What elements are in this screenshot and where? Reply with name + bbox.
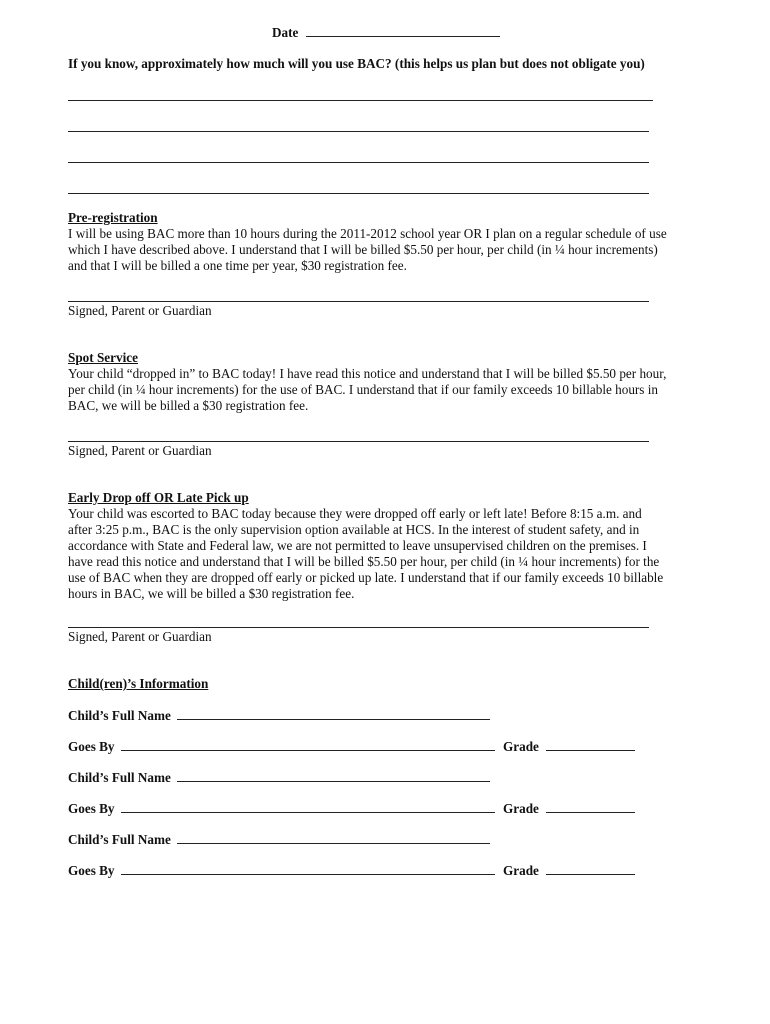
goes-by-row	[68, 800, 495, 817]
spot-service-line: Your child “dropped in” to BAC today! I have read this notice and understand that I will be billed $5.50 per hour,	[68, 366, 667, 381]
spot-service-signature-label: Signed, Parent or Guardian	[68, 443, 212, 458]
grade-row	[503, 862, 635, 879]
pre-registration-heading: Pre-registration	[68, 210, 158, 225]
date-field	[272, 24, 500, 41]
early-late-signature-line[interactable]	[68, 627, 649, 628]
early-late-heading: Early Drop off OR Late Pick up	[68, 490, 249, 505]
child-full-name-label: Child’s Full Name	[68, 708, 171, 723]
grade-row	[503, 800, 635, 817]
early-late-line: have read this notice and understand that I will be billed $5.50 per hour, per child (in ¼ hour increments) for the	[68, 554, 660, 569]
grade-label: Grade	[503, 801, 539, 816]
early-late-section	[68, 490, 708, 602]
goes-by-label: Goes By	[68, 739, 115, 754]
spot-service-heading: Spot Service	[68, 350, 138, 365]
date-label: Date	[272, 25, 299, 40]
usage-question: If you know, approximately how much will you use BAC? (this helps us plan but does not obligate you)	[68, 56, 645, 71]
early-late-line: Your child was escorted to BAC today because they were dropped off early or left late! Before 8:15 a.m. and	[68, 506, 642, 521]
pre-registration-line: and that I will be billed a one time per year, $30 registration fee.	[68, 258, 407, 273]
usage-answer-line-4[interactable]	[68, 193, 649, 194]
pre-registration-line: I will be using BAC more than 10 hours during the 2011-2012 school year OR I plan on a regular schedule of use	[68, 226, 667, 241]
goes-by-input-line[interactable]	[121, 800, 495, 813]
pre-registration-section	[68, 210, 708, 274]
grade-label: Grade	[503, 739, 539, 754]
child-full-name-input-line[interactable]	[177, 831, 490, 844]
grade-input-line[interactable]	[546, 800, 635, 813]
child-full-name-input-line[interactable]	[177, 707, 490, 720]
usage-answer-line-1[interactable]	[68, 100, 653, 101]
child-full-name-label: Child’s Full Name	[68, 770, 171, 785]
date-input-line[interactable]	[306, 24, 500, 37]
usage-answer-line-2[interactable]	[68, 131, 649, 132]
grade-input-line[interactable]	[546, 738, 635, 751]
child-full-name-row	[68, 831, 490, 848]
grade-row	[503, 738, 635, 755]
children-info-heading: Child(ren)’s Information	[68, 676, 209, 691]
early-late-signature-label: Signed, Parent or Guardian	[68, 629, 212, 644]
early-late-line: hours in BAC, we will be billed a $30 registration fee.	[68, 586, 355, 601]
usage-answer-line-3[interactable]	[68, 162, 649, 163]
child-full-name-label: Child’s Full Name	[68, 832, 171, 847]
child-full-name-row	[68, 769, 490, 786]
grade-input-line[interactable]	[546, 862, 635, 875]
spot-service-signature-line[interactable]	[68, 441, 649, 442]
pre-registration-line: which I have described above. I understand that I will be billed $5.50 per hour, per child (in ¼ hour increments)	[68, 242, 658, 257]
goes-by-input-line[interactable]	[121, 738, 495, 751]
goes-by-row	[68, 862, 495, 879]
grade-label: Grade	[503, 863, 539, 878]
goes-by-label: Goes By	[68, 863, 115, 878]
goes-by-label: Goes By	[68, 801, 115, 816]
child-full-name-input-line[interactable]	[177, 769, 490, 782]
child-full-name-row	[68, 707, 490, 724]
spot-service-line: per child (in ¼ hour increments) for the use of BAC. I understand that if our family exceeds 10 billable hours in	[68, 382, 658, 397]
pre-registration-signature-line[interactable]	[68, 301, 649, 302]
spot-service-line: BAC, we will be billed a $30 registration fee.	[68, 398, 309, 413]
goes-by-row	[68, 738, 495, 755]
spot-service-section	[68, 350, 708, 414]
goes-by-input-line[interactable]	[121, 862, 495, 875]
early-late-line: accordance with State and Federal law, we are not permitted to leave unsupervised children on the premises. I	[68, 538, 647, 553]
pre-registration-signature-label: Signed, Parent or Guardian	[68, 303, 212, 318]
early-late-line: after 3:25 p.m., BAC is the only supervision option available at HCS. In the interest of student safety, and in	[68, 522, 640, 537]
early-late-line: use of BAC when they are dropped off early or picked up late. I understand that if our family exceeds 10 billable	[68, 570, 664, 585]
